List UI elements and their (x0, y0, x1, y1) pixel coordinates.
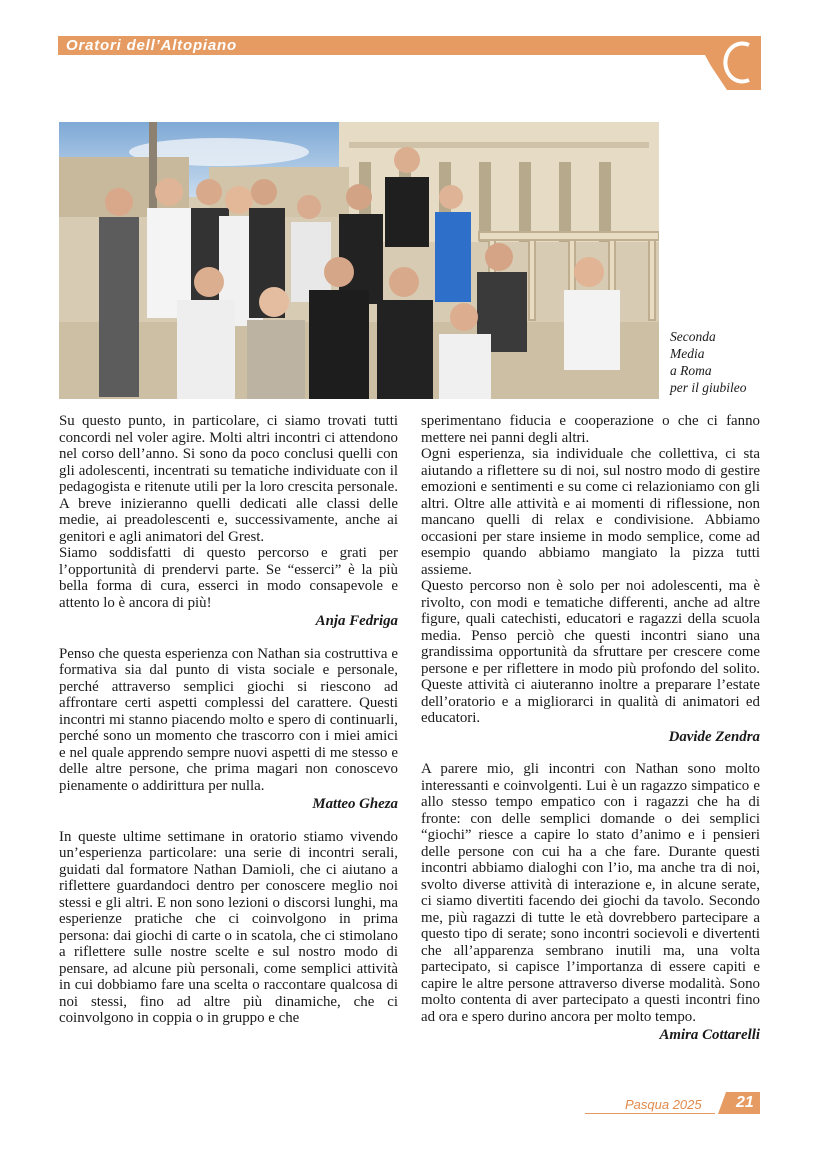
paragraph: In queste ultime settimane in oratorio stiamo vivendo un’esperienza particolare: una serie di incontri serali, guidati dal formatore Nathan Damioli, che ci aiutano a riflettere guardandoci dentro per conoscere meglio noi stessi e gli altri. E non sono lezioni o discorsi lunghi, ma esperienze pratiche che ci coinvolgono in prima persona: dai giochi di carte o in scatola, che ci stimolano a riflettere sulle nostre scelte e sul nostro modo di pensare, ad alcune più personali, come semplici attività in cui dobbiamo fare una scelta o raccontare qualcosa di noi stessi, fino ad altre più dinamiche, che ci coinvolgono in coppia o in gruppo e che (59, 828, 398, 1026)
footer-line (585, 1113, 715, 1114)
caption-line: per il giubileo (670, 380, 747, 395)
corner-logo-icon (705, 36, 761, 90)
paragraph: Ogni esperienza, sia individuale che collettiva, ci sta aiutando a riflettere su di noi, sul nostro modo di gestire emozioni e sentimenti e su come ci relazioniamo con gli altri. Oltre alle attività e ai momenti di riflessione, non mancano quelli di relax e condivisione. Abbiamo occasioni per stare insieme in modo semplice, come ad esempio quando abbiamo mangiato la pizza tutti assieme. (421, 446, 760, 578)
right-column (421, 413, 760, 1044)
paragraph: Su questo punto, in particolare, ci siamo trovati tutti concordi nel voler agire. Molti altri incontri ci attendono nel corso dell’anno. Si sono da poco conclusi quelli con gli adolescenti, incentrati su tematiche individuate con il pedagogista e ritenute utili per la loro crescita personale. A breve inizieranno quelli dedicati alle classi delle medie, ai preadolescenti e, successivamente, anche ai genitori e agli animatori del Grest. (59, 413, 398, 545)
paragraph: sperimentano fiducia e cooperazione o che ci fanno mettere nei panni degli altri. (421, 413, 760, 446)
paragraph: Questo percorso non è solo per noi adolescenti, ma è rivolto, con modi e tematiche differenti, anche ad altre figure, quali catechisti, educatori e ragazzi della scuola media. Penso perciò che questi incontri siano una grandissima opportunità da sfruttare per crescere come persone e per riflettere in modo più profondo del solito. Queste attività ci aiuteranno inoltre a preparare l’estate dell’oratorio e a migliorarci in qualità di animatori ed educatori. (421, 578, 760, 726)
section-title: Oratori dell’Altopiano (66, 37, 237, 54)
caption-line: a Roma (670, 363, 712, 378)
author-signature: Amira Cottarelli (659, 1027, 760, 1043)
caption-line: Seconda (670, 329, 716, 344)
paragraph: A parere mio, gli incontri con Nathan sono molto interessanti e coinvolgenti. Lui è un ragazzo simpatico e allo stesso tempo empatico con i ragazzi che ha di fronte: con delle semplici domande o dei semplici “giochi” riesce a capire lo stato d’animo e i pensieri delle persone con cui ha a che fare. Durante questi incontri abbiamo dialoghi con l’io, ma anche tra di noi, svolto diverse attività di interazione e, in alcune serate, ci siamo divertiti facendo dei giochi da tavolo. Secondo me, più ragazzi di tutte le età dovrebbero partecipare a questo tipo di serate; sono incontri socievoli e divertenti che all’apparenza sembrano inutili ma, una volta partecipato, si capisce l’importanza di essere capiti e capire le altre persone attraverso diverse modalità. Sono molto contenta di aver partecipato a questi incontri fino ad ora e spero durino ancora per molto tempo. (421, 761, 760, 1025)
paragraph: Siamo soddisfatti di questo percorso e grati per l’opportunità di prendervi parte. Se “esserci” è la più bella forma di cura, esserci in modo consapevole e attento lo è ancora di più! (59, 545, 398, 611)
left-column (59, 413, 398, 1027)
author-signature: Davide Zendra (668, 728, 760, 745)
issue-label: Pasqua 2025 (625, 1097, 702, 1112)
group-photo (59, 122, 659, 399)
caption-line: Media (670, 346, 705, 361)
page-number: 21 (736, 1094, 754, 1111)
photo-caption (670, 328, 765, 396)
author-signature: Matteo Gheza (312, 796, 398, 812)
paragraph: Penso che questa esperienza con Nathan sia costruttiva e formativa sia dal punto di vista sociale e personale, perché attraverso semplici giochi si riescono ad affrontare certi aspetti complessi del carattere. Questi incontri mi stanno piacendo molto e spero di continuarli, perché sono un momento che trascorro con i miei amici e nel quale apprendo sempre nuovi aspetti di me stesso e delle altre persone, che prima magari non conoscevo pienamente o addirittura per nulla. (59, 645, 398, 794)
author-signature: Anja Fedriga (315, 613, 398, 629)
